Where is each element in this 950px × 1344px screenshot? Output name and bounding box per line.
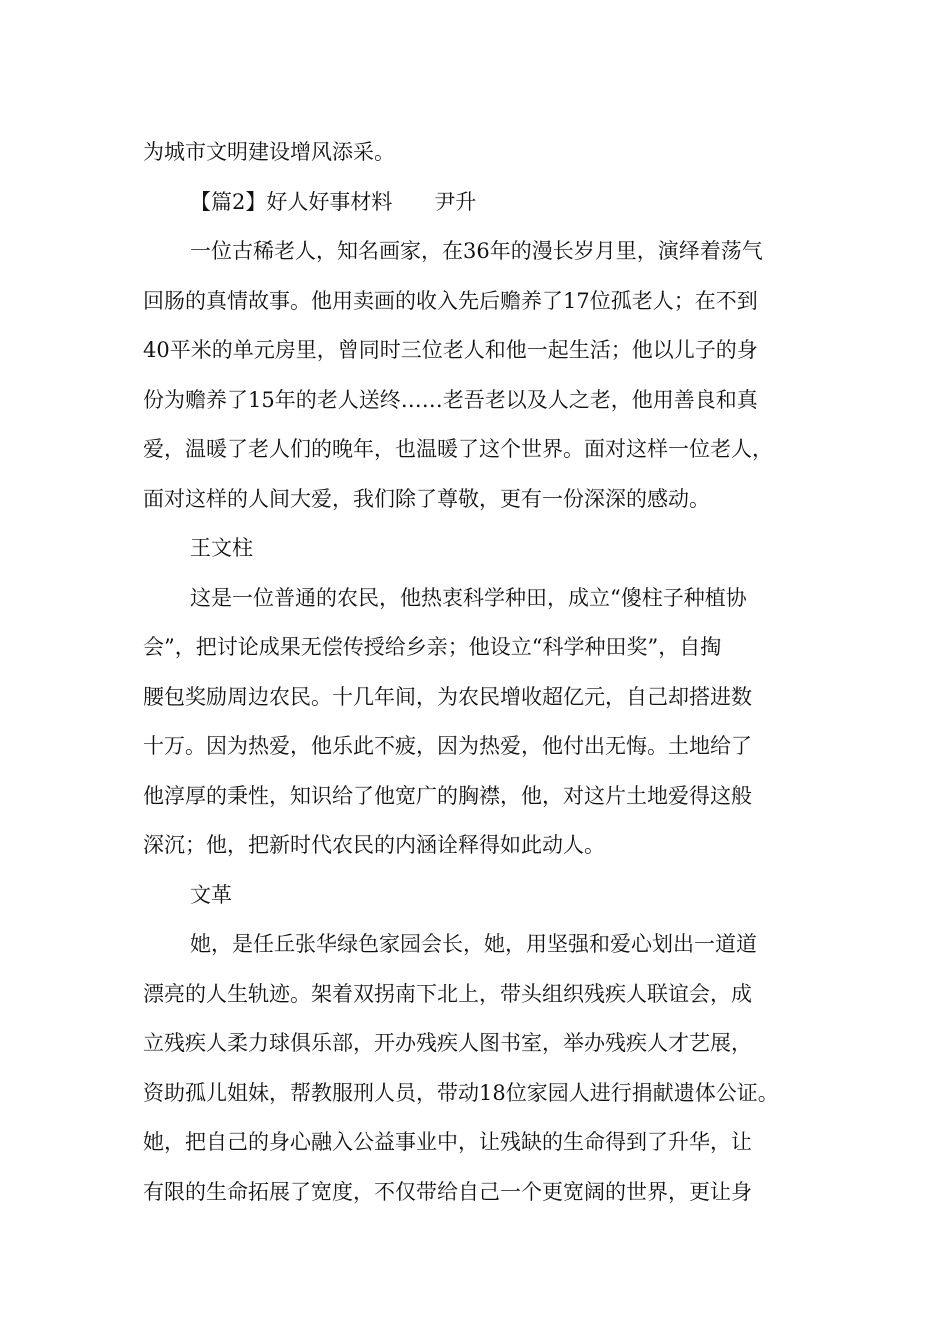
paragraph-line: 腰包奖励周边农民。十几年间，为农民增收超亿元，自己却搭进数 xyxy=(143,684,752,709)
paragraph-line: 40平米的单元房里，曾同时三位老人和他一起生活；他以儿子的身 xyxy=(143,338,758,362)
document-body xyxy=(143,128,823,1217)
paragraph-1 xyxy=(143,227,823,524)
paragraph-line: 面对这样的人间大爱，我们除了尊敬，更有一份深深的感动。 xyxy=(143,486,710,511)
paragraph-line: 立残疾人柔力球俱乐部，开办残疾人图书室，举办残疾人才艺展， xyxy=(143,1031,752,1055)
paragraph-line: 有限的生命拓展了宽度，不仅带给自己一个更宽阔的世界，更让身 xyxy=(143,1179,752,1204)
paragraph-line: 漂亮的人生轨迹。架着双拐南下北上，带头组织残疾人联谊会，成 xyxy=(143,981,752,1006)
paragraph-line: 资助孤儿姐妹，帮教服刑人员，带动18位家园人进行捐献遗体公证。 xyxy=(143,1080,779,1105)
paragraph-line: 会”，把讨论成果无偿传授给乡亲；他设立“科学种田奖”，自掏 xyxy=(143,635,722,659)
paragraph-line: 回肠的真情故事。他用卖画的收入先后赡养了17位孤老人；在不到 xyxy=(143,288,758,313)
paragraph-line: 她，是任丘张华绿色家园会长，她，用坚强和爱心划出一道道 xyxy=(190,932,757,956)
section-heading xyxy=(143,178,823,228)
paragraph-3 xyxy=(143,920,823,1217)
paragraph-line: 他淳厚的秉性，知识给了他宽广的胸襟，他，对这片土地爱得这般 xyxy=(143,783,752,808)
paragraph-line: 她，把自己的身心融入公益事业中，让残缺的生命得到了升华，让 xyxy=(143,1130,752,1154)
paragraph-line: 份为赡养了15年的老人送终……老吾老以及人之老，他用善良和真 xyxy=(143,387,758,412)
person-name: 王文柱 xyxy=(190,536,253,560)
paragraph-line: 一位古稀老人，知名画家，在36年的漫长岁月里，演绎着荡气 xyxy=(190,239,763,263)
paragraph-2 xyxy=(143,574,823,871)
person-name: 文革 xyxy=(190,882,232,907)
paragraph-line: 深沉；他，把新时代农民的内涵诠释得如此动人。 xyxy=(143,833,605,857)
intro-line: 为城市文明建设增风添采。 xyxy=(143,140,395,164)
paragraph-line: 爱，温暖了老人们的晚年，也温暖了这个世界。面对这样一位老人， xyxy=(143,437,773,461)
paragraph-line: 十万。因为热爱，他乐此不疲，因为热爱，他付出无悔。土地给了 xyxy=(143,734,752,758)
heading-name: 尹升 xyxy=(434,189,477,214)
paragraph-line: 这是一位普通的农民，他热衷科学种田，成立“傻柱子种植协 xyxy=(190,585,747,610)
heading-label: 【篇2】好人好事材料 xyxy=(190,189,393,214)
